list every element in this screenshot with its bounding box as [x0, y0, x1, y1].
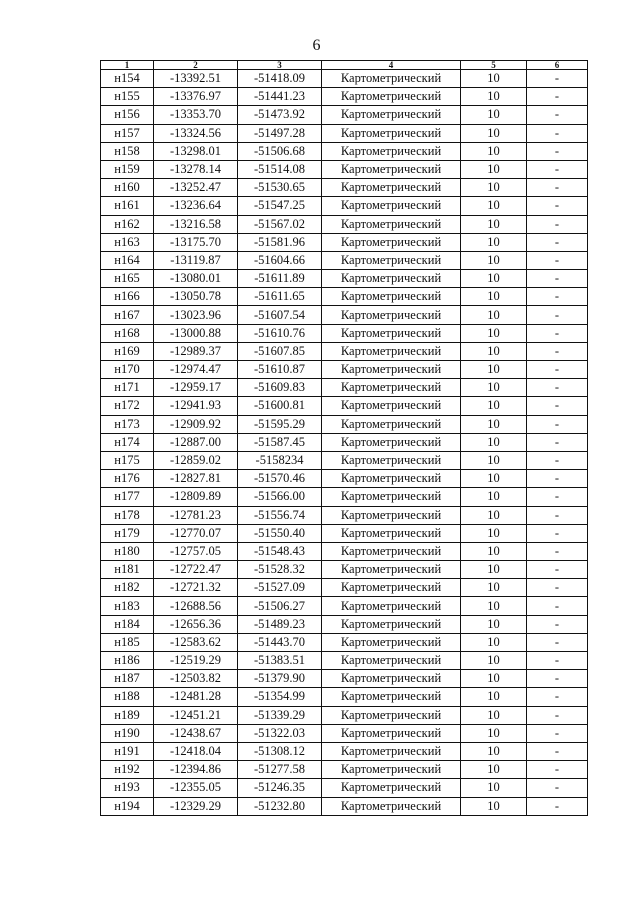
point-id-cell: н162	[101, 215, 154, 233]
y-coordinate-cell: -51610.87	[238, 361, 322, 379]
table-row	[101, 742, 588, 760]
method-cell: Картометрический	[322, 542, 461, 560]
accuracy-cell: 10	[461, 597, 527, 615]
x-coordinate-cell: -12827.81	[154, 470, 238, 488]
method-cell: Картометрический	[322, 197, 461, 215]
point-id-cell: н170	[101, 361, 154, 379]
accuracy-cell: 10	[461, 633, 527, 651]
table-row	[101, 142, 588, 160]
point-id-cell: н175	[101, 451, 154, 469]
note-cell: -	[527, 197, 588, 215]
point-id-cell: н173	[101, 415, 154, 433]
note-cell: -	[527, 88, 588, 106]
accuracy-cell: 10	[461, 615, 527, 633]
point-id-cell: н166	[101, 288, 154, 306]
x-coordinate-cell: -13392.51	[154, 70, 238, 88]
table-row	[101, 470, 588, 488]
table-row	[101, 670, 588, 688]
method-cell: Картометрический	[322, 433, 461, 451]
y-coordinate-cell: -5158234	[238, 451, 322, 469]
accuracy-cell: 10	[461, 488, 527, 506]
y-coordinate-cell: -51277.58	[238, 761, 322, 779]
y-coordinate-cell: -51354.99	[238, 688, 322, 706]
point-id-cell: н160	[101, 179, 154, 197]
note-cell: -	[527, 652, 588, 670]
y-coordinate-cell: -51548.43	[238, 542, 322, 560]
y-coordinate-cell: -51232.80	[238, 797, 322, 815]
y-coordinate-cell: -51567.02	[238, 215, 322, 233]
x-coordinate-cell: -12451.21	[154, 706, 238, 724]
table-row	[101, 506, 588, 524]
point-id-cell: н163	[101, 233, 154, 251]
table-row	[101, 342, 588, 360]
page-number: 6	[312, 37, 321, 54]
method-cell: Картометрический	[322, 415, 461, 433]
y-coordinate-cell: -51550.40	[238, 524, 322, 542]
accuracy-cell: 10	[461, 706, 527, 724]
table-row	[101, 197, 588, 215]
note-cell: -	[527, 379, 588, 397]
accuracy-cell: 10	[461, 561, 527, 579]
point-id-cell: н154	[101, 70, 154, 88]
table-row	[101, 652, 588, 670]
y-coordinate-cell: -51609.83	[238, 379, 322, 397]
accuracy-cell: 10	[461, 215, 527, 233]
note-cell: -	[527, 397, 588, 415]
note-cell: -	[527, 797, 588, 815]
x-coordinate-cell: -13252.47	[154, 179, 238, 197]
x-coordinate-cell: -13175.70	[154, 233, 238, 251]
table-row	[101, 179, 588, 197]
x-coordinate-cell: -12809.89	[154, 488, 238, 506]
table-row	[101, 542, 588, 560]
table-row	[101, 779, 588, 797]
method-cell: Картометрический	[322, 652, 461, 670]
table-row	[101, 324, 588, 342]
method-cell: Картометрический	[322, 615, 461, 633]
point-id-cell: н164	[101, 251, 154, 269]
column-header: 5	[461, 61, 527, 70]
point-id-cell: н186	[101, 652, 154, 670]
table-row	[101, 233, 588, 251]
x-coordinate-cell: -12438.67	[154, 724, 238, 742]
note-cell: -	[527, 688, 588, 706]
table-row	[101, 724, 588, 742]
table-row	[101, 633, 588, 651]
table-body	[101, 70, 588, 816]
note-cell: -	[527, 706, 588, 724]
note-cell: -	[527, 361, 588, 379]
x-coordinate-cell: -13050.78	[154, 288, 238, 306]
x-coordinate-cell: -12355.05	[154, 779, 238, 797]
x-coordinate-cell: -12941.93	[154, 397, 238, 415]
point-id-cell: н183	[101, 597, 154, 615]
note-cell: -	[527, 233, 588, 251]
method-cell: Картометрический	[322, 742, 461, 760]
accuracy-cell: 10	[461, 106, 527, 124]
method-cell: Картометрический	[322, 761, 461, 779]
x-coordinate-cell: -12974.47	[154, 361, 238, 379]
note-cell: -	[527, 160, 588, 178]
point-id-cell: н176	[101, 470, 154, 488]
x-coordinate-cell: -12418.04	[154, 742, 238, 760]
note-cell: -	[527, 451, 588, 469]
y-coordinate-cell: -51611.65	[238, 288, 322, 306]
accuracy-cell: 10	[461, 342, 527, 360]
method-cell: Картометрический	[322, 324, 461, 342]
note-cell: -	[527, 761, 588, 779]
x-coordinate-cell: -12781.23	[154, 506, 238, 524]
note-cell: -	[527, 779, 588, 797]
y-coordinate-cell: -51339.29	[238, 706, 322, 724]
accuracy-cell: 10	[461, 779, 527, 797]
coordinates-table	[100, 60, 588, 816]
table-row	[101, 361, 588, 379]
method-cell: Картометрический	[322, 215, 461, 233]
note-cell: -	[527, 488, 588, 506]
accuracy-cell: 10	[461, 251, 527, 269]
note-cell: -	[527, 288, 588, 306]
method-cell: Картометрический	[322, 124, 461, 142]
table-row	[101, 288, 588, 306]
x-coordinate-cell: -12519.29	[154, 652, 238, 670]
note-cell: -	[527, 324, 588, 342]
y-coordinate-cell: -51610.76	[238, 324, 322, 342]
x-coordinate-cell: -12583.62	[154, 633, 238, 651]
x-coordinate-cell: -13324.56	[154, 124, 238, 142]
method-cell: Картометрический	[322, 233, 461, 251]
table-row	[101, 451, 588, 469]
y-coordinate-cell: -51383.51	[238, 652, 322, 670]
note-cell: -	[527, 179, 588, 197]
point-id-cell: н191	[101, 742, 154, 760]
point-id-cell: н168	[101, 324, 154, 342]
table-row	[101, 688, 588, 706]
y-coordinate-cell: -51322.03	[238, 724, 322, 742]
y-coordinate-cell: -51514.08	[238, 160, 322, 178]
y-coordinate-cell: -51611.89	[238, 270, 322, 288]
x-coordinate-cell: -12989.37	[154, 342, 238, 360]
y-coordinate-cell: -51530.65	[238, 179, 322, 197]
point-id-cell: н189	[101, 706, 154, 724]
accuracy-cell: 10	[461, 124, 527, 142]
accuracy-cell: 10	[461, 324, 527, 342]
y-coordinate-cell: -51581.96	[238, 233, 322, 251]
point-id-cell: н188	[101, 688, 154, 706]
accuracy-cell: 10	[461, 288, 527, 306]
table-row	[101, 379, 588, 397]
method-cell: Картометрический	[322, 470, 461, 488]
x-coordinate-cell: -13080.01	[154, 270, 238, 288]
y-coordinate-cell: -51246.35	[238, 779, 322, 797]
note-cell: -	[527, 724, 588, 742]
accuracy-cell: 10	[461, 579, 527, 597]
x-coordinate-cell: -12656.36	[154, 615, 238, 633]
x-coordinate-cell: -13298.01	[154, 142, 238, 160]
method-cell: Картометрический	[322, 270, 461, 288]
point-id-cell: н177	[101, 488, 154, 506]
point-id-cell: н180	[101, 542, 154, 560]
accuracy-cell: 10	[461, 306, 527, 324]
y-coordinate-cell: -51547.25	[238, 197, 322, 215]
table-row	[101, 251, 588, 269]
method-cell: Картометрический	[322, 488, 461, 506]
y-coordinate-cell: -51506.68	[238, 142, 322, 160]
accuracy-cell: 10	[461, 142, 527, 160]
note-cell: -	[527, 470, 588, 488]
x-coordinate-cell: -12503.82	[154, 670, 238, 688]
y-coordinate-cell: -51587.45	[238, 433, 322, 451]
y-coordinate-cell: -51607.85	[238, 342, 322, 360]
x-coordinate-cell: -12757.05	[154, 542, 238, 560]
table-row	[101, 488, 588, 506]
point-id-cell: н192	[101, 761, 154, 779]
accuracy-cell: 10	[461, 70, 527, 88]
point-id-cell: н181	[101, 561, 154, 579]
x-coordinate-cell: -12688.56	[154, 597, 238, 615]
method-cell: Картометрический	[322, 397, 461, 415]
table-header-row	[101, 61, 588, 70]
point-id-cell: н179	[101, 524, 154, 542]
x-coordinate-cell: -13023.96	[154, 306, 238, 324]
x-coordinate-cell: -12394.86	[154, 761, 238, 779]
column-header: 3	[238, 61, 322, 70]
accuracy-cell: 10	[461, 542, 527, 560]
y-coordinate-cell: -51607.54	[238, 306, 322, 324]
x-coordinate-cell: -12959.17	[154, 379, 238, 397]
point-id-cell: н169	[101, 342, 154, 360]
point-id-cell: н156	[101, 106, 154, 124]
method-cell: Картометрический	[322, 306, 461, 324]
note-cell: -	[527, 306, 588, 324]
accuracy-cell: 10	[461, 470, 527, 488]
point-id-cell: н161	[101, 197, 154, 215]
x-coordinate-cell: -13236.64	[154, 197, 238, 215]
table-row	[101, 106, 588, 124]
accuracy-cell: 10	[461, 433, 527, 451]
note-cell: -	[527, 742, 588, 760]
method-cell: Картометрический	[322, 288, 461, 306]
method-cell: Картометрический	[322, 379, 461, 397]
table-row	[101, 397, 588, 415]
note-cell: -	[527, 142, 588, 160]
y-coordinate-cell: -51566.00	[238, 488, 322, 506]
method-cell: Картометрический	[322, 251, 461, 269]
y-coordinate-cell: -51489.23	[238, 615, 322, 633]
point-id-cell: н155	[101, 88, 154, 106]
method-cell: Картометрический	[322, 561, 461, 579]
note-cell: -	[527, 251, 588, 269]
note-cell: -	[527, 506, 588, 524]
y-coordinate-cell: -51308.12	[238, 742, 322, 760]
method-cell: Картометрический	[322, 70, 461, 88]
table-row	[101, 415, 588, 433]
note-cell: -	[527, 670, 588, 688]
x-coordinate-cell: -12770.07	[154, 524, 238, 542]
accuracy-cell: 10	[461, 197, 527, 215]
table-row	[101, 306, 588, 324]
y-coordinate-cell: -51528.32	[238, 561, 322, 579]
point-id-cell: н171	[101, 379, 154, 397]
table-row	[101, 579, 588, 597]
y-coordinate-cell: -51595.29	[238, 415, 322, 433]
accuracy-cell: 10	[461, 524, 527, 542]
y-coordinate-cell: -51570.46	[238, 470, 322, 488]
table-row	[101, 597, 588, 615]
point-id-cell: н193	[101, 779, 154, 797]
table-row	[101, 761, 588, 779]
note-cell: -	[527, 106, 588, 124]
accuracy-cell: 10	[461, 652, 527, 670]
table-row	[101, 433, 588, 451]
table-row	[101, 215, 588, 233]
note-cell: -	[527, 342, 588, 360]
x-coordinate-cell: -12329.29	[154, 797, 238, 815]
point-id-cell: н194	[101, 797, 154, 815]
point-id-cell: н157	[101, 124, 154, 142]
note-cell: -	[527, 542, 588, 560]
y-coordinate-cell: -51497.28	[238, 124, 322, 142]
note-cell: -	[527, 561, 588, 579]
table-row	[101, 70, 588, 88]
table-row	[101, 561, 588, 579]
accuracy-cell: 10	[461, 397, 527, 415]
accuracy-cell: 10	[461, 761, 527, 779]
x-coordinate-cell: -12887.00	[154, 433, 238, 451]
method-cell: Картометрический	[322, 506, 461, 524]
x-coordinate-cell: -13000.88	[154, 324, 238, 342]
method-cell: Картометрический	[322, 688, 461, 706]
point-id-cell: н158	[101, 142, 154, 160]
table-row	[101, 706, 588, 724]
accuracy-cell: 10	[461, 724, 527, 742]
note-cell: -	[527, 524, 588, 542]
table-row	[101, 797, 588, 815]
accuracy-cell: 10	[461, 361, 527, 379]
column-header: 6	[527, 61, 588, 70]
method-cell: Картометрический	[322, 633, 461, 651]
method-cell: Картометрический	[322, 179, 461, 197]
y-coordinate-cell: -51379.90	[238, 670, 322, 688]
method-cell: Картометрический	[322, 706, 461, 724]
point-id-cell: н182	[101, 579, 154, 597]
y-coordinate-cell: -51556.74	[238, 506, 322, 524]
x-coordinate-cell: -12909.92	[154, 415, 238, 433]
x-coordinate-cell: -13119.87	[154, 251, 238, 269]
note-cell: -	[527, 433, 588, 451]
method-cell: Картометрический	[322, 724, 461, 742]
method-cell: Картометрический	[322, 597, 461, 615]
note-cell: -	[527, 124, 588, 142]
x-coordinate-cell: -13278.14	[154, 160, 238, 178]
method-cell: Картометрический	[322, 524, 461, 542]
accuracy-cell: 10	[461, 270, 527, 288]
table-row	[101, 124, 588, 142]
note-cell: -	[527, 579, 588, 597]
accuracy-cell: 10	[461, 742, 527, 760]
note-cell: -	[527, 597, 588, 615]
accuracy-cell: 10	[461, 670, 527, 688]
column-header: 4	[322, 61, 461, 70]
table-row	[101, 88, 588, 106]
y-coordinate-cell: -51604.66	[238, 251, 322, 269]
accuracy-cell: 10	[461, 88, 527, 106]
x-coordinate-cell: -13353.70	[154, 106, 238, 124]
point-id-cell: н184	[101, 615, 154, 633]
note-cell: -	[527, 633, 588, 651]
point-id-cell: н185	[101, 633, 154, 651]
table-row	[101, 524, 588, 542]
column-header: 1	[101, 61, 154, 70]
accuracy-cell: 10	[461, 451, 527, 469]
point-id-cell: н167	[101, 306, 154, 324]
method-cell: Картометрический	[322, 670, 461, 688]
method-cell: Картометрический	[322, 361, 461, 379]
note-cell: -	[527, 615, 588, 633]
accuracy-cell: 10	[461, 160, 527, 178]
note-cell: -	[527, 270, 588, 288]
y-coordinate-cell: -51506.27	[238, 597, 322, 615]
point-id-cell: н187	[101, 670, 154, 688]
accuracy-cell: 10	[461, 415, 527, 433]
method-cell: Картометрический	[322, 142, 461, 160]
accuracy-cell: 10	[461, 379, 527, 397]
x-coordinate-cell: -12859.02	[154, 451, 238, 469]
table-row	[101, 615, 588, 633]
method-cell: Картометрический	[322, 88, 461, 106]
accuracy-cell: 10	[461, 688, 527, 706]
y-coordinate-cell: -51418.09	[238, 70, 322, 88]
table-row	[101, 160, 588, 178]
column-header: 2	[154, 61, 238, 70]
note-cell: -	[527, 215, 588, 233]
point-id-cell: н172	[101, 397, 154, 415]
point-id-cell: н159	[101, 160, 154, 178]
y-coordinate-cell: -51473.92	[238, 106, 322, 124]
point-id-cell: н190	[101, 724, 154, 742]
method-cell: Картометрический	[322, 579, 461, 597]
accuracy-cell: 10	[461, 506, 527, 524]
accuracy-cell: 10	[461, 797, 527, 815]
note-cell: -	[527, 70, 588, 88]
point-id-cell: н165	[101, 270, 154, 288]
note-cell: -	[527, 415, 588, 433]
y-coordinate-cell: -51527.09	[238, 579, 322, 597]
method-cell: Картометрический	[322, 779, 461, 797]
accuracy-cell: 10	[461, 179, 527, 197]
method-cell: Картометрический	[322, 106, 461, 124]
y-coordinate-cell: -51443.70	[238, 633, 322, 651]
table-row	[101, 270, 588, 288]
method-cell: Картометрический	[322, 160, 461, 178]
point-id-cell: н174	[101, 433, 154, 451]
method-cell: Картометрический	[322, 451, 461, 469]
y-coordinate-cell: -51441.23	[238, 88, 322, 106]
x-coordinate-cell: -13376.97	[154, 88, 238, 106]
point-id-cell: н178	[101, 506, 154, 524]
x-coordinate-cell: -13216.58	[154, 215, 238, 233]
y-coordinate-cell: -51600.81	[238, 397, 322, 415]
method-cell: Картометрический	[322, 797, 461, 815]
x-coordinate-cell: -12721.32	[154, 579, 238, 597]
accuracy-cell: 10	[461, 233, 527, 251]
x-coordinate-cell: -12481.28	[154, 688, 238, 706]
x-coordinate-cell: -12722.47	[154, 561, 238, 579]
method-cell: Картометрический	[322, 342, 461, 360]
